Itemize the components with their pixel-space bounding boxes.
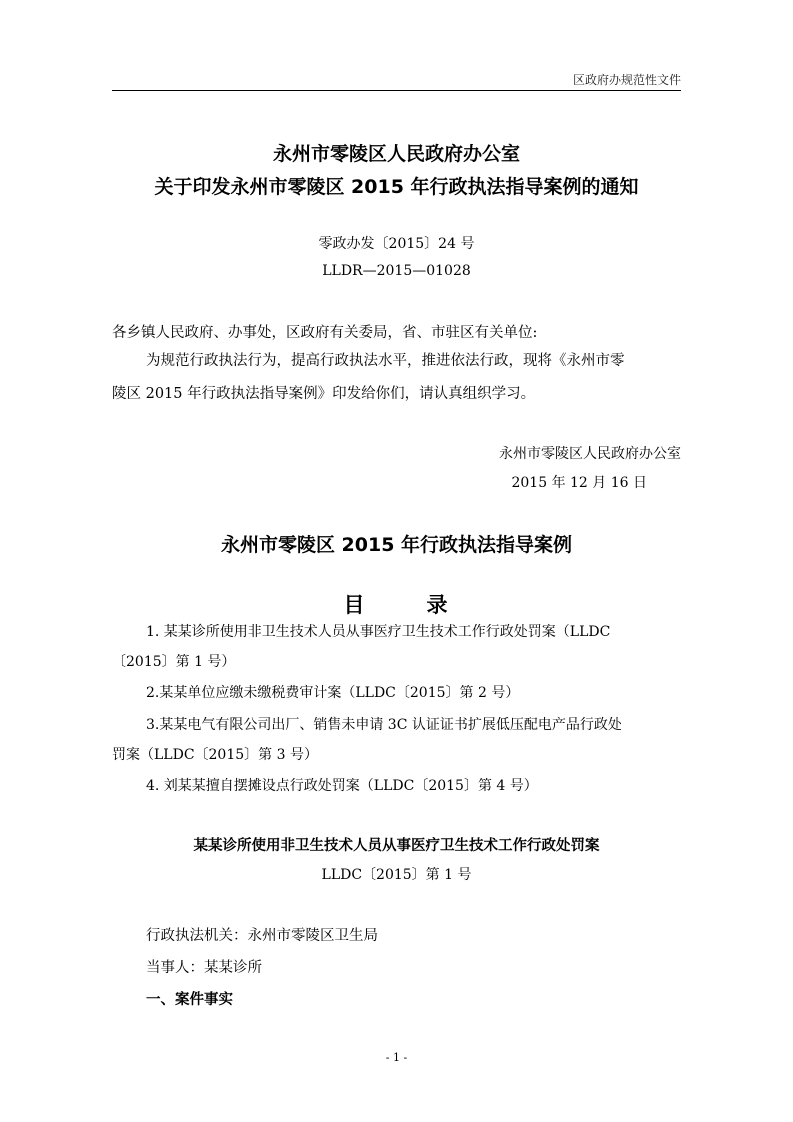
notice-title-line2: 关于印发永州市零陵区 2015 年行政执法指导案例的通知 <box>154 176 639 198</box>
case1-title: 某某诊所使用非卫生技术人员从事医疗卫生技术工作行政处罚案 <box>193 838 600 854</box>
header-label: 区政府办规范性文件 <box>572 73 681 87</box>
case1-number: LLDC〔2015〕第 1 号 <box>321 867 472 883</box>
header-rule <box>112 90 681 91</box>
toc-heading-right: 录 <box>426 593 450 617</box>
toc-item-4: 4. 刘某某擅自摆摊设点行政处罚案（LLDC〔2015〕第 4 号） <box>146 778 538 794</box>
case1-party: 当事人：某某诊所 <box>146 960 262 976</box>
toc-item-2: 2.某某单位应缴未缴税费审计案（LLDC〔2015〕第 2 号） <box>146 685 520 701</box>
signature-org: 永州市零陵区人民政府办公室 <box>499 446 681 462</box>
toc-heading <box>0 589 793 619</box>
notice-body-line2: 陵区 2015 年行政执法指导案例》印发给你们，请认真组织学习。 <box>112 386 536 402</box>
toc-heading-left: 目 <box>343 593 367 617</box>
case1-agency: 行政执法机关：永州市零陵区卫生局 <box>146 928 378 944</box>
signature-date: 2015 年 12 月 16 日 <box>511 475 647 491</box>
toc-item-3-line2: 罚案（LLDC〔2015〕第 3 号） <box>112 747 318 763</box>
registration-number: LLDR—2015—01028 <box>322 263 471 279</box>
page-number: - 1 - <box>385 1051 408 1064</box>
toc-item-1-line1: 1. 某某诊所使用非卫生技术人员从事医疗卫生技术工作行政处罚案（LLDC <box>146 624 611 640</box>
notice-title-line1: 永州市零陵区人民政府办公室 <box>272 143 520 165</box>
toc-item-1-line2: 〔2015〕第 1 号） <box>112 654 236 670</box>
case1-section1-heading: 一、案件事实 <box>146 991 233 1008</box>
addressee: 各乡镇人民政府、办事处，区政府有关委局，省、市驻区有关单位: <box>112 325 538 341</box>
toc-item-3-line1: 3.某某电气有限公司出厂、销售未申请 3C 认证证书扩展低压配电产品行政处 <box>146 717 622 733</box>
doc-number: 零政办发〔2015〕24 号 <box>318 236 475 252</box>
notice-body-line1: 为规范行政执法行为，提高行政执法水平，推进依法行政，现将《永州市零 <box>146 353 625 369</box>
main-heading: 永州市零陵区 2015 年行政执法指导案例 <box>220 534 573 556</box>
